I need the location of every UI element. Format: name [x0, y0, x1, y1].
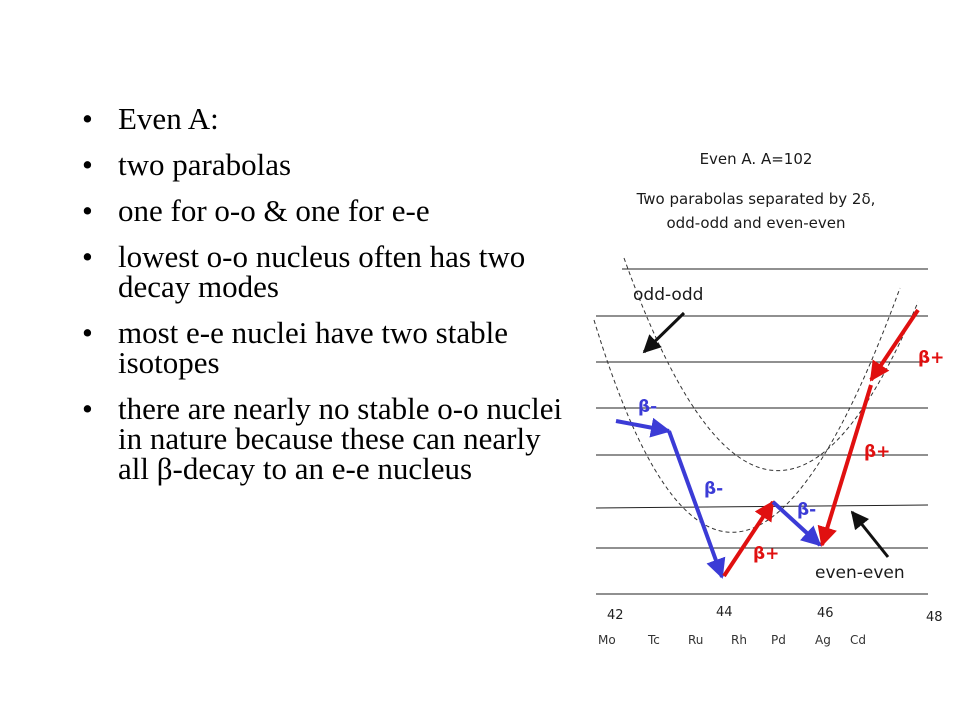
beta-minus-arrow	[669, 431, 722, 577]
beta-plus-label: β+	[753, 544, 780, 564]
odd-odd-label: odd-odd	[633, 285, 704, 305]
even-even-pointer-arrow	[852, 512, 888, 557]
energy-line	[596, 505, 928, 508]
beta-plus-label: β+	[864, 442, 891, 462]
z-number-label: 44	[716, 605, 733, 620]
element-symbol-label: Cd	[850, 633, 866, 647]
diagram-title: Even A. A=102	[699, 150, 813, 168]
odd-odd-pointer-arrow	[644, 313, 684, 352]
beta-plus-arrow	[822, 385, 871, 545]
diagram-subtitle-line2: odd-odd and even-even	[666, 214, 846, 232]
diagram-subtitle-line1: Two parabolas separated by 2δ,	[636, 190, 876, 208]
z-number-label: 42	[607, 608, 624, 623]
bullet-item: • there are nearly no stable o-o nuclei in nature because these can nearly all β-decay to an e-e nucleus	[78, 394, 578, 484]
element-symbol-label: Tc	[648, 633, 660, 647]
element-symbol-label: Mo	[598, 633, 616, 647]
bullet-item: • Even A:	[78, 104, 578, 134]
bullet-item: • two parabolas	[78, 150, 578, 180]
beta-minus-label: β-	[797, 500, 817, 520]
element-symbol-label: Ag	[815, 633, 831, 647]
beta-plus-label: β+	[918, 348, 945, 368]
even-even-label: even-even	[815, 563, 905, 583]
beta-minus-label: β-	[704, 479, 724, 499]
bullet-item: • lowest o-o nucleus often has two decay modes	[78, 242, 578, 302]
beta-minus-arrow	[616, 421, 669, 431]
beta-minus-label: β-	[638, 397, 658, 417]
element-symbol-label: Ru	[688, 633, 704, 647]
beta-plus-arrow	[724, 502, 773, 576]
bullet-item: • most e-e nuclei have two stable isotopes	[78, 318, 578, 378]
z-number-label: 46	[817, 606, 834, 621]
element-symbol-label: Rh	[731, 633, 747, 647]
element-symbol-label: Pd	[771, 633, 786, 647]
z-number-label: 48	[926, 610, 943, 625]
bullet-item: • one for o-o & one for e-e	[78, 196, 578, 226]
